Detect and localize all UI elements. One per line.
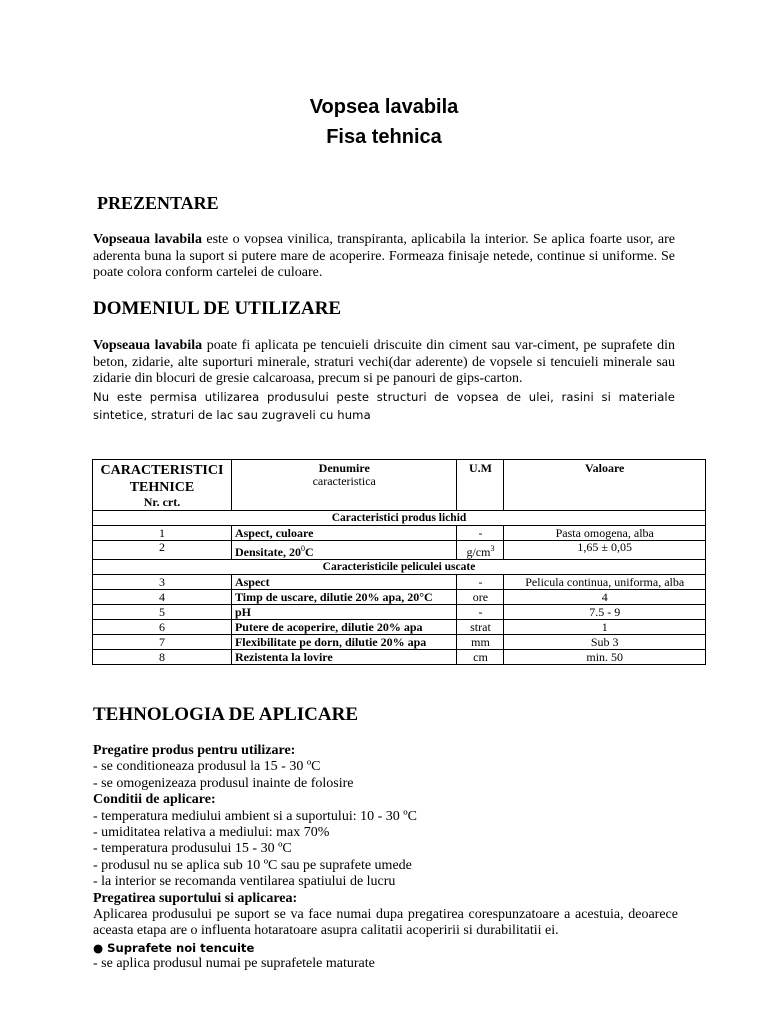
table-row: [93, 605, 706, 620]
header-name: [231, 460, 457, 511]
section-heading-tehnologia: TEHNOLOGIA DE APLICARE: [93, 704, 358, 725]
cell-um: ore: [457, 590, 504, 605]
table-row: [93, 590, 706, 605]
section-heading-prezentare: PREZENTARE: [97, 193, 219, 213]
paragraph-domeniul: [93, 338, 675, 388]
subheading-conditions: Conditii de aplicare:: [93, 792, 216, 808]
cell-value: min. 50: [504, 650, 706, 665]
table-group-row: [93, 560, 706, 575]
cell-value: 7.5 - 9: [504, 605, 706, 620]
bold-lead: Vopseaua lavabila: [93, 232, 202, 247]
cell-nr: 7: [93, 635, 232, 650]
cell-name: Putere de acoperire, dilutie 20% apa: [231, 620, 457, 635]
subheading-preparation: Pregatire produs pentru utilizare:: [93, 743, 296, 758]
group-film: Caracteristicile peliculei uscate: [93, 560, 706, 575]
list-item: - temperatura produsului 15 - 30 ºC: [93, 841, 292, 857]
header-name-line1: Denumire: [318, 461, 370, 475]
cell-name: [231, 541, 457, 560]
table-group-row: [93, 511, 706, 526]
cell-name: Aspect: [231, 575, 457, 590]
paragraph-warning: Nu este permisa utilizarea produsului peste structuri de vopsea de ulei, rasini si materiale sintetice, straturi de lac sau zugraveli cu huma: [93, 390, 675, 422]
table-row: [93, 620, 706, 635]
cell-value: Pasta omogena, alba: [504, 526, 706, 541]
table-row: [93, 526, 706, 541]
title-line-2: Fisa tehnica: [326, 126, 442, 148]
table-row: [93, 650, 706, 665]
cell-um: -: [457, 605, 504, 620]
cell-value: 4: [504, 590, 706, 605]
list-item: - umiditatea relativa a mediului: max 70%: [93, 825, 330, 841]
application-technology-list: [93, 743, 678, 973]
paragraph-prezentare: [93, 232, 675, 282]
cell-nr: 2: [93, 541, 232, 560]
um-exponent: 3: [490, 544, 495, 553]
list-item: - se conditioneaza produsul la 15 - 30 ºC: [93, 759, 321, 775]
list-item: - produsul nu se aplica sub 10 ºC sau pe suprafete umede: [93, 857, 412, 873]
cell-value: 1,65 ± 0,05: [504, 541, 706, 560]
header-value: Valoare: [504, 460, 706, 511]
cell-name: Rezistenta la lovire: [231, 650, 457, 665]
cell-nr: 5: [93, 605, 232, 620]
cell-name: Timp de uscare, dilutie 20% apa, 20°C: [231, 590, 457, 605]
section-heading-domeniul: DOMENIUL DE UTILIZARE: [93, 298, 342, 319]
um-label: g/cm: [466, 545, 491, 559]
list-item: - la interior se recomanda ventilarea spatiului de lucru: [93, 874, 396, 890]
cell-um: cm: [457, 650, 504, 665]
group-liquid: Caracteristici produs lichid: [93, 511, 706, 526]
cell-name: Flexibilitate pe dorn, dilutie 20% apa: [231, 635, 457, 650]
header-nr-crt: Nr. crt.: [143, 495, 181, 509]
table-row: [93, 541, 706, 560]
table-row: [93, 635, 706, 650]
cell-um: strat: [457, 620, 504, 635]
header-um: U.M: [457, 460, 504, 511]
cell-name: Aspect, culoare: [231, 526, 457, 541]
cell-value: Sub 3: [504, 635, 706, 650]
density-label: Densitate, 20: [234, 545, 301, 559]
paragraph-text: poate fi aplicata pe tencuieli driscuite din ciment sau var-ciment, pe suprafete din beton, zidarie, alte suporturi minerale, straturi vechi(dar aderente) de vopsele si tencuieli minerale sau zidarie din blocuri de gresie calcaroasa, precum si pe panouri de gips-carton.: [93, 338, 676, 386]
cell-nr: 3: [93, 575, 232, 590]
list-item: - temperatura mediului ambient si a suportului: 10 - 30 ºC: [93, 808, 417, 824]
cell-value: Pelicula continua, uniforma, alba: [504, 575, 706, 590]
cell-um: -: [457, 575, 504, 590]
cell-um: mm: [457, 635, 504, 650]
density-unit: C: [304, 545, 314, 559]
table-header-row: [93, 460, 706, 511]
subheading-support: Pregatirea suportului si aplicarea:: [93, 890, 298, 906]
header-technical: TEHNICE: [129, 480, 195, 495]
cell-um: [457, 541, 504, 560]
title-line-1: Vopsea lavabila: [309, 96, 459, 118]
cell-nr: 4: [93, 590, 232, 605]
density-degree: 0: [300, 544, 305, 553]
paragraph-support: Aplicarea produsului pe suport se va face numai dupa pregatirea corespunzatoare a acestuia, deoarece aceasta etapa are o influenta hotaratoare asupra calitatii acoperirii si durabilitatii ei.: [93, 907, 678, 939]
header-name-line2: caracteristica: [312, 474, 376, 488]
technical-specs-table: [92, 459, 706, 665]
cell-value: 1: [504, 620, 706, 635]
cell-nr: 8: [93, 650, 232, 665]
header-characteristics: CARACTERISTICI: [100, 463, 224, 478]
bold-lead: Vopseaua lavabila: [93, 338, 203, 353]
cell-name: pH: [231, 605, 457, 620]
paragraph-text: este o vopsea vinilica, transpiranta, aplicabila la interior. Se aplica foarte usor, are aderenta buna la suport si putere mare de acoperire. Formeaza finisaje netede, continue si uniforme. Se poate colora conform cartelei de culoare.: [93, 232, 675, 280]
header-nr: [93, 460, 232, 511]
cell-nr: 6: [93, 620, 232, 635]
table-row: [93, 575, 706, 590]
list-item: - se aplica produsul numai pe suprafetele maturate: [93, 956, 375, 972]
list-item: - se omogenizeaza produsul inainte de folosire: [93, 775, 354, 791]
cell-nr: 1: [93, 526, 232, 541]
document-title: [0, 92, 768, 152]
bullet-new-plaster: ● Suprafete noi tencuite: [93, 940, 255, 955]
cell-um: -: [457, 526, 504, 541]
